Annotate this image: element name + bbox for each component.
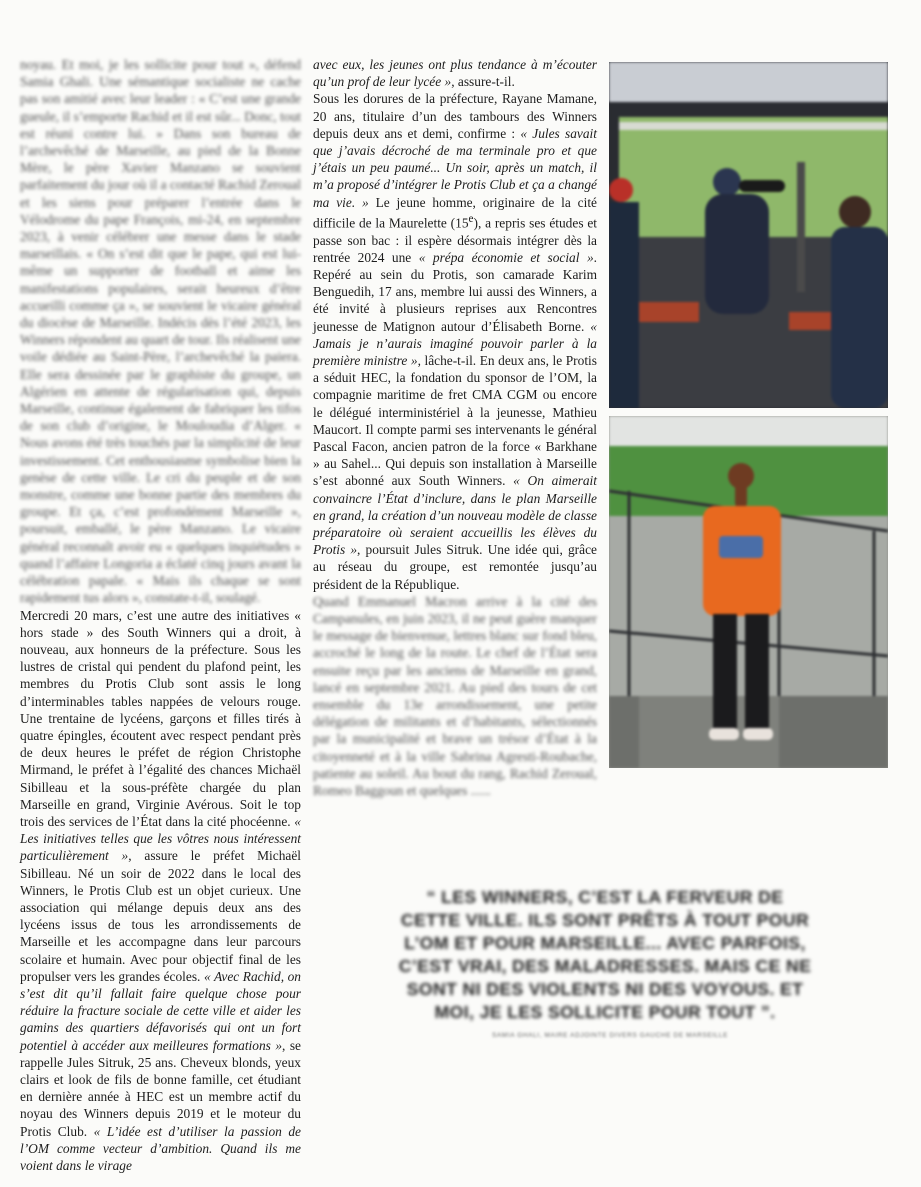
article-paragraph bbox=[313, 56, 597, 90]
article-paragraph bbox=[313, 90, 597, 592]
quote: « prépa économie et social » bbox=[418, 249, 594, 265]
paragraph-text: , assure-t-il. bbox=[451, 74, 515, 90]
paragraph-text: Sous les dorures de la préfecture, Rayane Mamane, 20 ans, titulaire d’un des tambours des Winners depuis deux ans et demi, confirme : bbox=[313, 91, 597, 141]
paragraph-text: , assure le préfet Michaël Sibilleau. Né un soir de 2022 dans le local des Winners, le Protis Club est un objet curieux. Une association qui mélange depuis deux ans des lycéens issus de tous les arrondissements de Marseille et les accompagne dans leur parcours scolaire et humain. Avec pour objectif final de les propulser vers les grandes écoles. bbox=[20, 848, 301, 984]
quote: « Jules savait que j’avais décroché de ma terminale pro et que j’étais un peu paumé... Un soir, après un match, il m’a proposé d’intégrer le Protis Club et ça a changé ma vie. » bbox=[313, 125, 597, 210]
quote: « Avec Rachid, on s’est dit qu’il fallait faire quelque chose pour réduire la fracture sociale de cette ville et aider les gamins des quartiers défavorisés qui ont un fort potentiel à accéder aux meilleures formations » bbox=[20, 968, 301, 1053]
quote: avec eux, les jeunes ont plus tendance à m’écouter qu’un prof de leur lycée » bbox=[313, 57, 597, 90]
quote: « Jamais je n’aurais imaginé pouvoir parler à la première ministre » bbox=[313, 318, 597, 368]
paragraph-text: , lâche-t-il. En deux ans, le Protis a séduit HEC, la fondation du sponsor de l’OM, la compagnie maritime de fret CMA CGM ou encore le délégué interministériel à la jeunesse, Mathieu Maucort. Il compte parmi ses intervenants le général Pascal Facon, ancien patron de la force « Barkhane » au Sahel... Qui depuis son installation à Marseille s’est abonné aux South Winners. bbox=[313, 352, 597, 489]
paragraph-text: Le jeune homme, originaire de la cité difficile de la Maurelette (15 bbox=[313, 194, 597, 231]
article-paragraph bbox=[20, 607, 301, 1175]
photo-supporter-stands bbox=[609, 416, 888, 768]
paragraph-text: , se rappelle Jules Sitruk, 25 ans. Cheveux blonds, yeux clairs et look de fils de bonne famille, cet étudiant en dernière année à HEC est un membre actif du noyau des Winners depuis 2019 et le moteur du Protis Club. bbox=[20, 1037, 301, 1139]
paragraph-text: ), a repris ses études et passe son bac : il espère désormais intégrer dès la rentrée 2024 une bbox=[313, 215, 598, 265]
quote: « On aimerait convaincre l’État d’inclure, dans le plan Marseille en grand, la création d’un nouveau modèle de classe préparatoire où seraient accueillis les élèves du Protis » bbox=[313, 473, 597, 558]
article-column-left bbox=[20, 56, 301, 1174]
photo-illustration bbox=[609, 62, 888, 408]
paragraph-text: Mercredi 20 mars, c’est une autre des initiatives « hors stade » des South Winners qui a droit, à nouveau, aux honneurs de la préfecture. Sous les lustres de cristal qui pendent du plafond peint, les membres du Protis Club sont assis le long d’interminables tables nappées de velours rouge. Une trentaine de lycéens, garçons et filles tirés à quatre épingles, écoutent avec respect pendant près de deux heures le préfet de région Christophe Mirmand, le préfet à l’égalité des chances Michaël Sibilleau et la sous-préfète chargée du plan Marseille en grand, Virginie Avérous. Soit le top trois des services de l’État dans la cité phocéenne. bbox=[20, 607, 301, 829]
photo-illustration bbox=[609, 416, 888, 768]
pull-quote: “ LES WINNERS, C’EST LA FERVEUR DE CETTE VILLE. ILS SONT PRÊTS À TOUT POUR L’OM ET POUR MARSEILLE... AVEC PARFOIS, C’EST VRAI, DES MALADRESSES. MAIS CE NE SONT NI DES VIOLENTS NI DES VOYOUS. ET MOI, JE LES SOLLICITE POUR TOUT ”. bbox=[398, 887, 812, 1022]
article-column-middle bbox=[313, 56, 597, 799]
quote: « L’idée est d’utiliser la passion de l’OM comme vecteur d’ambition. Quand ils me voient dans le virage bbox=[20, 1123, 301, 1173]
superscript: e bbox=[468, 212, 474, 225]
photo-supporters-megaphone bbox=[609, 62, 888, 408]
blurred-paragraph: Quand Emmanuel Macron arrive à la cité des Campanules, en juin 2023, il ne peut guère manquer le message de bienvenue, lettres blanc sur fond bleu, accroché le long de la route. Le chef de l’État sera ensuite reçu par les anciens de Marseille en grand, lancé en septembre 2021. Au pied des tours de cet ensemble du 13e arrondissement, une petite délégation de militants et d’habitants, sélectionnés par la municipalité et brave un trésor d’État à la citoyenneté et à la ville Sabrina Agresti-Roubache, patiente au soleil. Au bout du rang, Rachid Zeroual, Romeo Baggoun et quelques ...... bbox=[313, 593, 597, 798]
blurred-paragraph: noyau. Et moi, je les sollicite pour tout », défend Samia Ghali. Une sémantique socialiste ne cache pas son amitié avec leur leader : « C’est une grande gueule, il s’emporte Rachid et il est sûr... Donc, tout est réuni contre lui. » Dans son bureau de l’archevêché de Marseille, au pied de la Bonne Mère, le père Xavier Manzano se souvient parfaitement du jour où il a contacté Rachid Zeroual et les siens pour préparer l’entrée dans le Vélodrome du pape François, mi-24, en septembre 2023, à venir célébrer une messe dans le stade marseillais. « On s’est dit que le pape, qui est lui-même un supporter de football et aime les manifestations populaires, serait heureux d’être accueilli comme ça », se souvient le vicaire général du diocèse de Marseille. Indécis dès l’été 2023, les Winners répondent au quart de tour. Ils réalisent une voile dédiée au Saint-Père, l’archevêché la paiera. Elle sera dessinée par le graphiste du groupe, un Algérien en attente de régularisation qui, depuis Marseille, continue également de fabriquer les tifos de son club d’origine, le Mouloudia d’Alger. « Nous avons été très touchés par la simplicité de leur investissement. Cet enthousiasme symbolise bien la genèse de cette ville. Le cri du peuple et de son monstre, comme une bonne partie des membres du groupe. Et ça, c’est profondément Marseille », poursuit, emballé, le père Manzano. Le vicaire général reconnaît avoir eu « quelques inquiétudes » quand l’affaire Longoria a éclaté cinq jours avant la célébration papale. « Mais ils chaque se sont rapidement tus alors », constate-t-il, soulagé. bbox=[20, 57, 301, 606]
paragraph-text: , poursuit Jules Sitruk. Une idée qui, grâce au réseau du groupe, est remontée jusqu’au président de la République. bbox=[313, 542, 597, 592]
quote: « Les initiatives telles que les vôtres nous intéressent particulièrement » bbox=[20, 813, 301, 864]
pull-quote-credit: SAMIA GHALI, MAIRE ADJOINTE DIVERS GAUCHE DE MARSEILLE bbox=[491, 1032, 729, 1039]
paragraph-text: . Repéré au sein du Protis, son camarade Karim Benguedih, 17 ans, membre lui aussi des Winners, a été invité à plusieurs reprises aux Rencontres jeunesse de Matignon autour d’Élisabeth Borne. bbox=[313, 249, 598, 334]
